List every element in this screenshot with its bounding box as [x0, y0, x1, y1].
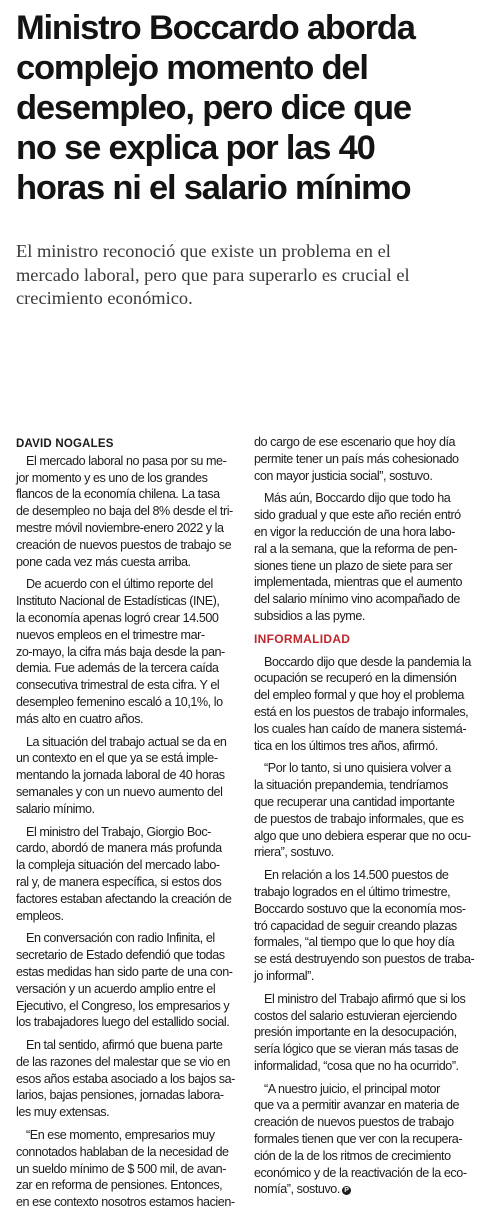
text-line: “A nuestro juicio, el principal motor [264, 1081, 440, 1096]
text-line: los trabajadores luego del estallido social. [16, 1015, 230, 1030]
text-line: permite tener un país más cohesionado [254, 451, 459, 466]
text-line: costos del salario estuvieran ejerciendo [254, 1008, 457, 1023]
text-line: del empleo formal y que hoy el problema [254, 688, 464, 703]
text-line: estas medidas han sido parte de una con- [16, 964, 233, 979]
text-line: ción de la de los ritmos de crecimiento [254, 1148, 451, 1163]
text-line: algo que uno debiera esperar que no ocu- [254, 828, 471, 843]
text-line: ocupación se recuperó en la dimensión [254, 671, 457, 686]
text-line: la compleja situación del mercado labo- [16, 858, 220, 873]
text-line: rriera”, sostuvo. [254, 845, 334, 860]
end-mark-icon: P [342, 1186, 351, 1195]
article-paragraph [16, 576, 248, 727]
text-line: les muy extensas. [16, 1105, 110, 1120]
text-line: informalidad, “cosa que no ha ocurrido”. [254, 1058, 459, 1073]
text-line: Instituto Nacional de Estadísticas (INE), [16, 594, 220, 609]
text-line: de las razones del malestar que se vio en [16, 1054, 230, 1069]
text-line: Más aún, Boccardo dijo que todo ha [264, 491, 451, 506]
text-line: se está destruyendo son puestos de traba- [254, 952, 475, 967]
article-paragraph [254, 867, 480, 985]
text-line: mestre móvil noviembre-enero 2022 y la [16, 520, 224, 535]
text-line: trabajo logrados en el último trimestre, [254, 884, 451, 899]
text-line: Boccardo sostuvo que la economía mos- [254, 901, 466, 916]
text-line: En conversación con radio Infinita, el [26, 931, 215, 946]
text-line: zar en reforma de pensiones. Entonces, [16, 1178, 223, 1193]
headline [16, 8, 484, 208]
text-line: salario mínimo. [16, 801, 95, 816]
text-line: nomía”, sostuvo. [254, 1182, 340, 1197]
text-line: en vigor la reducción de una hora labo- [254, 524, 455, 539]
text-line: El ministro del Trabajo afirmó que si los [264, 991, 466, 1006]
text-line: connotados hablaban de la necesidad de [16, 1144, 229, 1159]
headline-line: complejo momento del [16, 49, 368, 87]
article-column-right [254, 434, 480, 1204]
article-column-left [16, 436, 248, 1217]
text-line: un contexto en el que ya se está imple- [16, 751, 218, 766]
text-line: más alto en cuatro años. [16, 711, 144, 726]
text-line: tró capacidad de seguir creando plazas [254, 918, 457, 933]
right-column-top [254, 434, 480, 625]
text-line: pone cada vez más cuesta arriba. [16, 554, 191, 569]
text-line: con mayor justicia social”, sostuvo. [254, 468, 433, 483]
text-line: la economía apenas logró crear 14.500 [16, 610, 219, 625]
text-line: consecutiva trimestral de esta cifra. Y el [16, 678, 220, 693]
section-subhead: INFORMALIDAD [254, 631, 351, 646]
text-line: está en los puestos de trabajo informales, [254, 704, 469, 719]
right-column-bottom [254, 654, 480, 1199]
text-line: Ejecutivo, el Congreso, los empresarios y [16, 998, 230, 1013]
text-line: El ministro del Trabajo, Giorgio Boc- [26, 824, 211, 839]
text-line: del salario mínimo vino acompañado de [254, 592, 460, 607]
article-paragraph [16, 930, 248, 1031]
text-line: siones tiene un plazo de siete para ser [254, 558, 453, 573]
text-line: empleos. [16, 908, 64, 923]
article-paragraph [254, 991, 480, 1075]
headline-line: horas ni el salario mínimo [16, 169, 411, 207]
text-line: creación de nuevos puestos de trabajo [254, 1115, 454, 1130]
article-paragraph [254, 434, 480, 484]
text-line: tica en los últimos tres años, afirmó. [254, 738, 438, 753]
article-paragraph [16, 734, 248, 818]
text-line: En relación a los 14.500 puestos de [264, 868, 449, 883]
left-column-body [16, 453, 248, 1211]
article-paragraph [16, 1127, 248, 1211]
text-line: secretario de Estado defendió que todas [16, 948, 225, 963]
text-line: de desempleo no baja del 8% desde el tri- [16, 504, 233, 519]
headline-line: no se explica por las 40 [16, 129, 375, 167]
text-line: zo-mayo, la cifra más baja desde la pan- [16, 644, 225, 659]
byline: DAVID NOGALES [16, 438, 114, 450]
text-line: sido gradual y que este año recién entró [254, 508, 461, 523]
text-line: formales, “al tiempo que lo que hoy día [254, 935, 455, 950]
article-paragraph [16, 1037, 248, 1121]
text-line: El mercado laboral no pasa por su me- [26, 453, 227, 468]
text-line: desempleo femenino escaló a 10,1%, lo [16, 694, 223, 709]
text-line: subsidios a las pyme. [254, 608, 365, 623]
text-line: cardo, abordó de manera más profunda [16, 841, 222, 856]
text-line: implementada, mientras que el aumento [254, 575, 463, 590]
text-line: sería lógico que se vieran más tasas de [254, 1042, 459, 1057]
article-paragraph [16, 453, 248, 571]
headline-line: desempleo, pero dice que [16, 89, 411, 127]
text-line: De acuerdo con el último reporte del [26, 577, 213, 592]
text-line: Boccardo dijo que desde la pandemia la [264, 654, 471, 669]
text-line-with-end-mark [254, 1181, 480, 1198]
deck-summary [16, 240, 482, 311]
text-line: larios, bajas pensiones, jornadas labora- [16, 1088, 224, 1103]
deck-line: El ministro reconoció que existe un problema en el [16, 241, 391, 261]
article-paragraph [254, 654, 480, 755]
text-line: demia. Fue además de la tercera caída [16, 661, 219, 676]
text-line: económico y de la reactivación de la eco- [254, 1165, 467, 1180]
deck-line: crecimiento económico. [16, 288, 193, 308]
text-line: La situación del trabajo actual se da en [26, 734, 227, 749]
text-line: nuevos empleos en el trimestre mar- [16, 627, 205, 642]
text-line: un sueldo mínimo de $ 500 mil, de avan- [16, 1161, 226, 1176]
article-paragraph [254, 490, 480, 624]
text-line: presión importante en la desocupación, [254, 1025, 457, 1040]
text-line: jor momento y es uno de los grandes [16, 470, 208, 485]
text-line: formales tienen que ver con la recupera- [254, 1132, 463, 1147]
text-line: mentando la jornada laboral de 40 horas [16, 768, 225, 783]
text-line: esos años estaba asociado a los bajos sa- [16, 1071, 235, 1086]
text-line: En tal sentido, afirmó que buena parte [26, 1038, 223, 1053]
text-line: “Por lo tanto, si uno quisiera volver a [264, 761, 451, 776]
text-line: creación de nuevos puestos de trabajo se [16, 537, 232, 552]
article-paragraph [254, 1081, 480, 1199]
text-line: jo informal”. [254, 968, 314, 983]
text-line: los cuales han caído de manera sistemá- [254, 721, 467, 736]
text-line: do cargo de ese escenario que hoy día [254, 435, 456, 449]
text-line: ral y, de manera específica, si estos dos [16, 874, 222, 889]
deck-line: mercado laboral, pero que para superarlo es crucial el [16, 264, 410, 285]
text-line: que recuperar una cantidad importante [254, 794, 455, 809]
text-line: ral a la semana, que la reforma de pen- [254, 541, 457, 556]
article-paragraph [16, 824, 248, 925]
text-line: que va a permitir avanzar en materia de [254, 1098, 460, 1113]
text-line: de puestos de trabajo informales, que es [254, 811, 464, 826]
article-paragraph [254, 760, 480, 861]
text-line: en ese contexto nosotros estamos hacien- [16, 1195, 235, 1210]
text-line: “En ese momento, empresarios muy [26, 1128, 215, 1143]
text-line: flancos de la economía chilena. La tasa [16, 487, 220, 502]
text-line: versación y un acuerdo amplio entre el [16, 981, 216, 996]
headline-line: Ministro Boccardo aborda [16, 9, 415, 47]
text-line: semanales y con un nuevo aumento del [16, 784, 223, 799]
text-line: la situación prepandemia, tendríamos [254, 778, 448, 793]
text-line: factores estaban afectando la creación de [16, 891, 232, 906]
